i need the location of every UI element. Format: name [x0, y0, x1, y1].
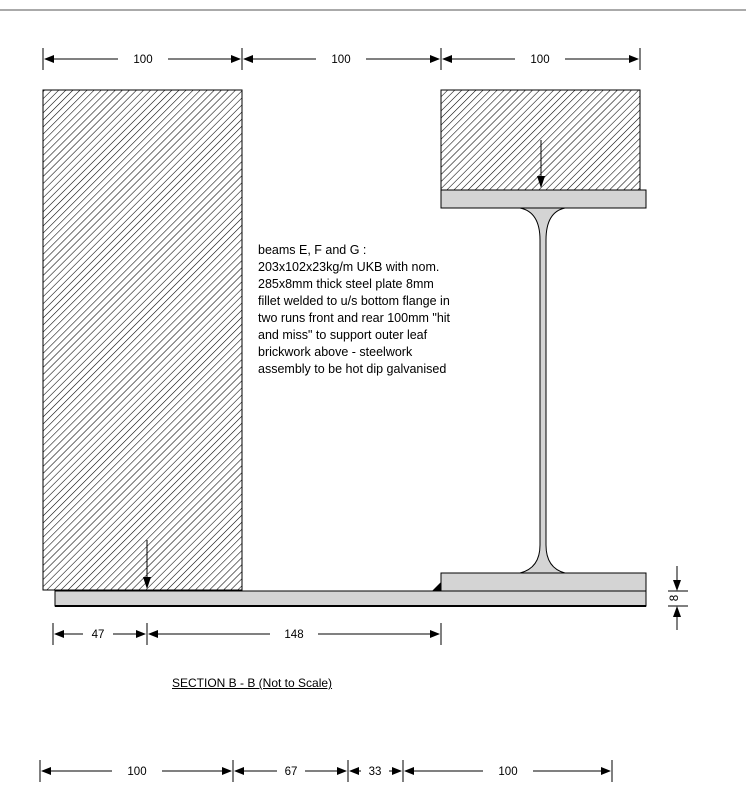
- top-dim-2: 100: [331, 54, 351, 66]
- plate-thickness-label: 8: [669, 594, 681, 602]
- note-line: 285x8mm thick steel plate 8mm: [258, 277, 434, 291]
- bottom-dimension-line: [40, 760, 612, 782]
- bottom-dim-4: 100: [498, 766, 518, 778]
- plate-dimension-line: [53, 623, 441, 645]
- top-dim-3: 100: [530, 54, 550, 66]
- note-line: and miss" to support outer leaf: [258, 328, 428, 342]
- bottom-dim-3: 33: [368, 766, 382, 778]
- note-line: beams E, F and G :: [258, 243, 367, 257]
- bottom-dim-1: 100: [127, 766, 147, 778]
- top-dim-1: 100: [133, 54, 153, 66]
- note-line: 203x102x23kg/m UKB with nom.: [258, 260, 440, 274]
- note-line: brickwork above - steelwork: [258, 345, 413, 359]
- steel-plate: [55, 591, 646, 606]
- section-title: SECTION B - B (Not to Scale): [172, 676, 333, 690]
- note-line: fillet welded to u/s bottom flange in: [258, 294, 450, 308]
- note-line: assembly to be hot dip galvanised: [258, 362, 447, 376]
- plate-dim-2: 148: [284, 629, 304, 641]
- plate-dim-1: 47: [91, 629, 105, 641]
- bottom-dim-2: 67: [284, 766, 298, 778]
- beam-specification-note: [258, 242, 538, 378]
- note-line: two runs front and rear 100mm "hit: [258, 311, 451, 325]
- inner-leaf-brickwork: [43, 90, 242, 590]
